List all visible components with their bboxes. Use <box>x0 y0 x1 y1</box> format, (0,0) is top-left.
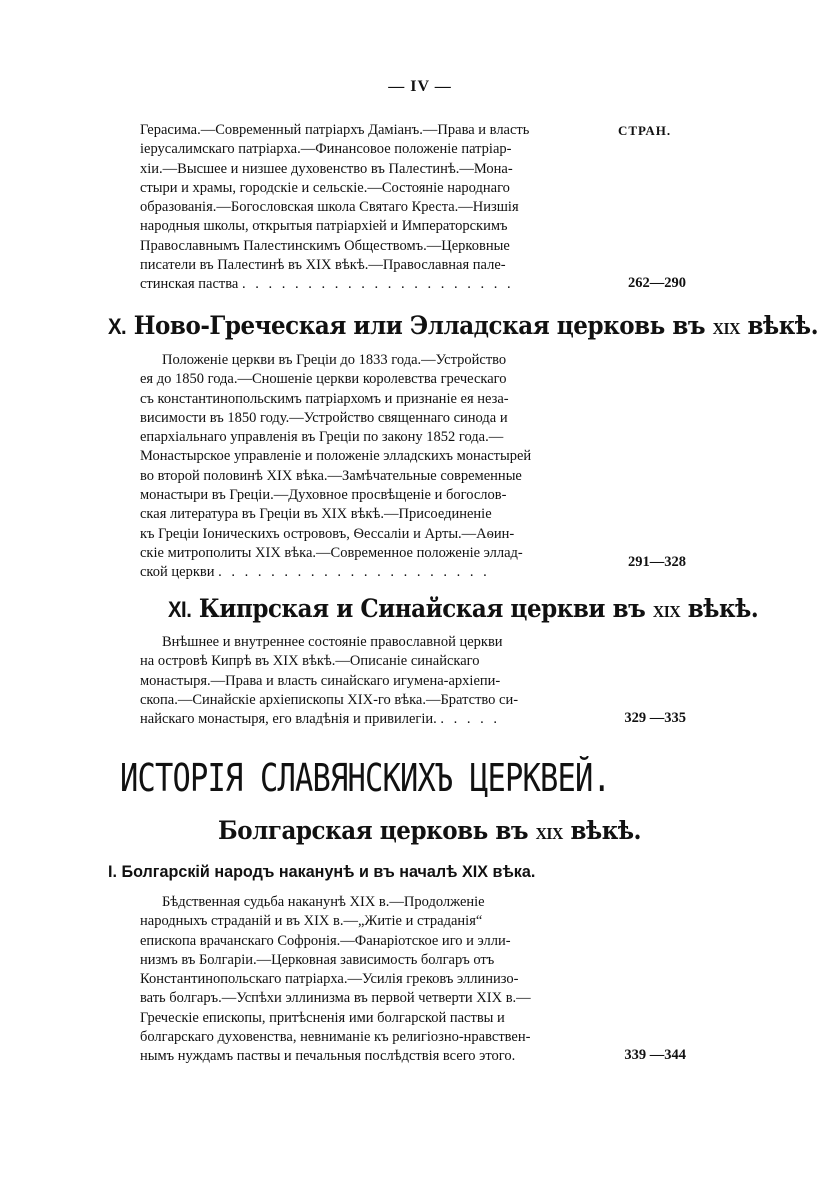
subsection-summary <box>140 893 605 1067</box>
text-line: Герасима.—Современный патріархъ Даміанъ.—Права и власть <box>140 122 530 138</box>
text-line: во второй половинѣ XIX вѣка.—Замѣчательные современные <box>140 467 522 484</box>
text-line: епископа врачанскаго Софронія.—Фанаріотское иго и элли- <box>140 932 511 949</box>
text-line: ея до 1850 года.—Сношеніе церкви королевства греческаго <box>140 371 507 388</box>
section-xi-summary <box>140 633 605 729</box>
text-line-last: ской церкви . . . . . . . . . . . . . . . . . . . . . <box>140 564 490 581</box>
text-line: Монастырское управленіе и положеніе элладскихъ монастырей <box>140 448 532 465</box>
text-line: висимости въ 1850 году.—Устройство священнаго синода и <box>140 409 508 426</box>
text-line: низмъ въ Болгаріи.—Церковная зависимость болгаръ отъ <box>140 951 495 968</box>
text-line: стыри и храмы, городскіе и сельскіе.—Состояніе народнаго <box>140 179 510 196</box>
text-line: писатели въ Палестинѣ въ XIX вѣкѣ.—Православная пале- <box>140 257 506 274</box>
part-subtitle: Болгарская церковь въ XIX вѣкѣ. <box>218 816 642 845</box>
leader-dots: . . . . . . . . . . . . . . . . . . . . . <box>218 564 490 581</box>
text-line: народныхъ страданій и въ XIX в.—„Житіе и страданія“ <box>140 913 483 930</box>
text-line-last: стинская паства . . . . . . . . . . . . . . . . . . . . . <box>140 276 514 293</box>
chapter-heading-xi: XI. Кипрская и Синайская церкви въ XIX вѣкѣ. <box>168 594 759 623</box>
text-line-last: найскаго монастыря, его владѣнія и привилегіи. . . . . . <box>140 711 501 728</box>
text-line: Греческіе епископы, притѣсненія ими болгарской паствы и <box>140 1009 505 1026</box>
section-ix-continuation <box>140 121 605 295</box>
leader-dots: . . . . . <box>440 711 501 728</box>
text-line: іерусалимскаго патріарха.—Финансовое положеніе патріар- <box>140 141 512 158</box>
text-line: епархіальнаго управленія въ Греціи по закону 1852 года.— <box>140 429 504 446</box>
text-line: вать болгаръ.—Успѣхи эллинизма въ первой четверти XIX в.— <box>140 990 531 1007</box>
text-line: Православнымъ Палестинскимъ Обществомъ.—Церковные <box>140 237 510 254</box>
page-number: — IV — <box>388 78 452 95</box>
text-line: Бѣдственная судьба наканунѣ XIX в.—Продолженіе <box>162 894 485 910</box>
text-line: Положеніе церкви въ Греціи до 1833 года.—Устройство <box>162 352 507 368</box>
page-range: 329 —335 <box>624 710 686 726</box>
text-line: скопа.—Синайскіе архіепископы XIX-го вѣка.—Братство си- <box>140 691 519 708</box>
text-line: съ константинопольскимъ патріархомъ и признаніе ея неза- <box>140 390 509 407</box>
text-line: скіе митрополиты XIX вѣка.—Современное положеніе эллад- <box>140 544 523 561</box>
text-line: ская литература въ Греціи въ XIX вѣкѣ.—Присоединеніе <box>140 506 492 523</box>
text-line: хіи.—Высшее и низшее духовенство въ Палестинѣ.—Мона- <box>140 160 513 177</box>
text-line: Внѣшнее и внутреннее состояніе православной церкви <box>162 634 503 650</box>
page-range: 262—290 <box>628 275 686 291</box>
text-line: болгарскаго духовенства, невниманіе къ религіозно-нравствен- <box>140 1029 531 1046</box>
chapter-heading-x: X. Ново-Греческая или Элладская церковь въ XIX вѣкѣ. <box>108 311 819 340</box>
text-line: народныя школы, открытыя патріархіей и Императорскимъ <box>140 218 508 235</box>
page-range: 339 —344 <box>624 1047 686 1063</box>
text-line-last: нымъ нуждамъ паствы и печальныя послѣдствія всего этого. <box>140 1048 516 1065</box>
leader-dots: . . . . . . . . . . . . . . . . . . . . . <box>241 276 514 293</box>
pages-column-header: СТРАН. <box>618 123 672 138</box>
page-range: 291—328 <box>628 554 686 570</box>
text-line: монастыря.—Права и власть синайскаго игумена-архіепи- <box>140 672 501 689</box>
subsection-heading: I. Болгарскій народъ наканунѣ и въ началѣ XIX вѣка. <box>108 862 536 881</box>
text-line: къ Греціи Іоническихъ острововъ, Ѳессаліи и Арты.—Аѳин- <box>140 525 515 542</box>
text-line: Константинопольскаго патріарха.—Усилія грековъ эллинизо- <box>140 971 519 988</box>
part-title: ИСТОРІЯ СЛАВЯНСКИХЪ ЦЕРКВЕЙ. <box>120 756 611 800</box>
text-line: монастыри въ Греціи.—Духовное просвѣщеніе и богослов- <box>140 487 507 504</box>
section-x-summary <box>140 351 605 583</box>
text-line: на островѣ Кипрѣ въ XIX вѣкѣ.—Описаніе синайскаго <box>140 653 480 670</box>
text-line: образованія.—Богословская школа Святаго Креста.—Низшія <box>140 199 519 216</box>
